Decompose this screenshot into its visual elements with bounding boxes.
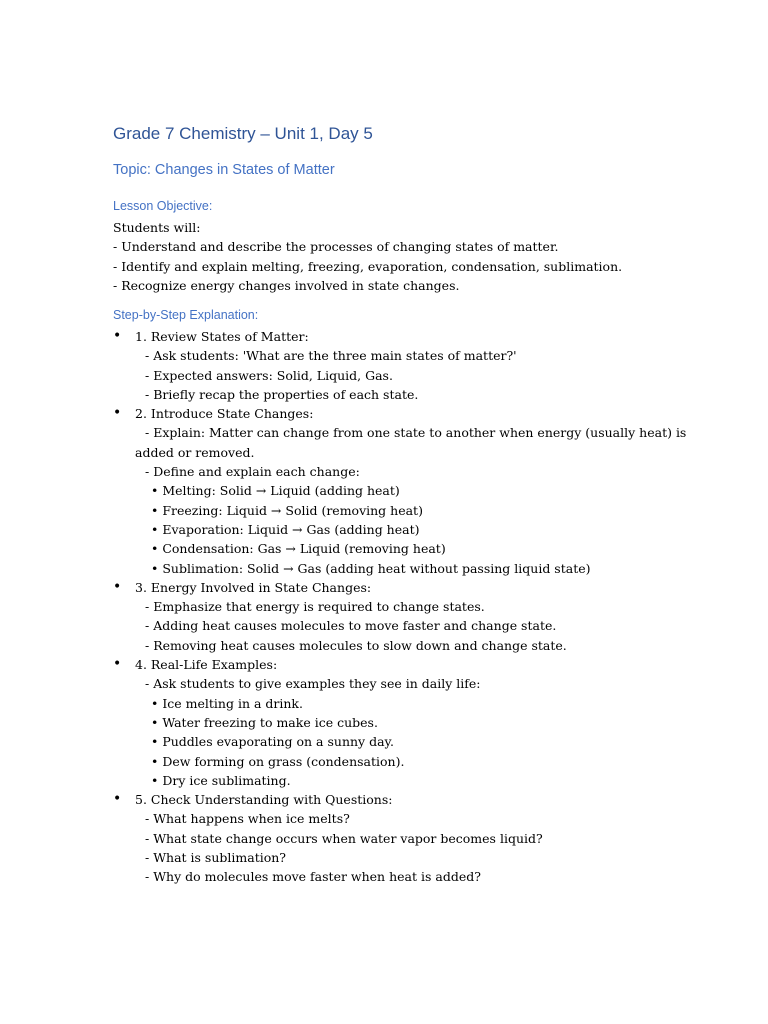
- topic-heading: Topic: Changes in States of Matter: [113, 162, 335, 178]
- step-line: • Water freezing to make ice cubes.: [151, 714, 378, 730]
- step-line: • Dew forming on grass (condensation).: [151, 753, 405, 769]
- step-line: - What state change occurs when water vapor becomes liquid?: [145, 830, 543, 846]
- objective-line: - Identify and explain melting, freezing, evaporation, condensation, sublimation.: [113, 258, 623, 274]
- step-line: • Evaporation: Liquid → Gas (adding heat): [151, 521, 420, 537]
- step-line: - What is sublimation?: [145, 850, 286, 866]
- steps-heading: Step-by-Step Explanation:: [113, 308, 259, 322]
- step-title: 2. Introduce State Changes:: [135, 406, 314, 422]
- step-item: [113, 404, 687, 578]
- step-title: 1. Review States of Matter:: [135, 329, 309, 344]
- step-line: • Freezing: Liquid → Solid (removing heat): [151, 502, 423, 518]
- objective-line: - Understand and describe the processes of changing states of matter.: [113, 239, 559, 255]
- bullet-icon: •: [113, 405, 122, 422]
- step-line: • Ice melting in a drink.: [151, 695, 303, 711]
- objective-heading: Lesson Objective:: [113, 199, 213, 213]
- step-line: • Dry ice sublimating.: [151, 772, 291, 788]
- step-line: • Melting: Solid → Liquid (adding heat): [151, 483, 400, 499]
- step-line: added or removed.: [135, 444, 255, 460]
- step-line: - Adding heat causes molecules to move faster and change state.: [145, 618, 557, 634]
- document-title: Grade 7 Chemistry – Unit 1, Day 5: [113, 124, 373, 143]
- step-line: - What happens when ice melts?: [145, 811, 350, 827]
- step-item: [113, 790, 673, 886]
- objective-line: Students will:: [113, 220, 201, 235]
- step-line: - Expected answers: Solid, Liquid, Gas.: [145, 367, 393, 383]
- step-title: 5. Check Understanding with Questions:: [135, 792, 393, 808]
- step-line: - Why do molecules move faster when heat is added?: [145, 869, 481, 885]
- step-line: - Briefly recap the properties of each state.: [145, 386, 419, 402]
- step-title: 4. Real-Life Examples:: [135, 657, 278, 673]
- step-line: - Define and explain each change:: [145, 464, 360, 480]
- step-line: • Sublimation: Solid → Gas (adding heat without passing liquid state): [151, 560, 591, 576]
- step-line: • Puddles evaporating on a sunny day.: [151, 734, 394, 750]
- step-line: - Removing heat causes molecules to slow down and change state.: [145, 637, 567, 653]
- step-line: - Emphasize that energy is required to change states.: [145, 599, 485, 615]
- step-line: - Ask students: 'What are the three main states of matter?': [145, 348, 517, 364]
- objective-list: [113, 218, 673, 295]
- bullet-icon: •: [113, 578, 122, 595]
- step-title: 3. Energy Involved in State Changes:: [135, 579, 372, 595]
- step-item: [113, 655, 673, 790]
- steps-list: [113, 327, 687, 887]
- step-line: - Explain: Matter can change from one state to another when energy (usually heat) is: [145, 425, 687, 441]
- step-item: [113, 578, 673, 655]
- bullet-icon: •: [113, 328, 122, 344]
- bullet-icon: •: [113, 656, 122, 673]
- objective-line: - Recognize energy changes involved in state changes.: [113, 277, 460, 293]
- step-line: - Ask students to give examples they see in daily life:: [145, 676, 481, 692]
- step-item: [113, 327, 673, 404]
- bullet-icon: •: [113, 791, 122, 808]
- step-line: • Condensation: Gas → Liquid (removing heat): [151, 541, 446, 557]
